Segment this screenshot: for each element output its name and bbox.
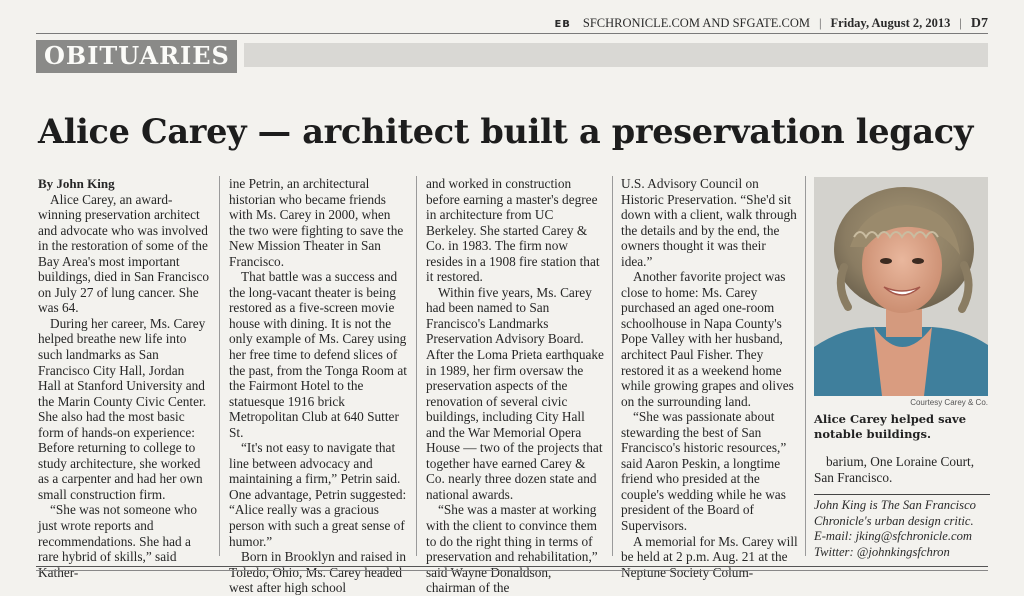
masthead-site: SFCHRONICLE.COM AND SFGATE.COM (582, 16, 811, 30)
article-column-5 (814, 454, 990, 485)
bottom-rule (36, 566, 988, 567)
article-column-2 (229, 176, 409, 596)
masthead-date: Friday, August 2, 2013 (830, 16, 951, 30)
portrait-photo (814, 177, 988, 396)
masthead (554, 16, 988, 32)
paragraph: “It's not easy to navigate that line between advocacy and maintaining a firm,” Petrin said. One advantage, Petrin suggested: “Alice really was a gracious person with such a great sense of humor.” (229, 440, 407, 549)
column-divider (416, 176, 417, 556)
author-tagline (814, 494, 990, 560)
paragraph: “She was not someone who just wrote reports and recommendations. She had a rare hybrid of skills,” said Kather- (38, 502, 197, 580)
paragraph: Within five years, Ms. Carey had been named to San Francisco's Landmarks Preservation Advisory Board. After the Loma Prieta earthquake in 1989, her firm oversaw the preservation aspects of the renovation of several civic buildings, including City Hall and the War Memorial Opera House — two of the projects that together have earned Carey & Co. nearly three dozen state and national awards. (426, 284, 604, 502)
column-divider (805, 176, 806, 556)
article-column-1 (38, 176, 210, 580)
tagline-line: Chronicle's urban design critic. (814, 513, 974, 528)
masthead-separator: | (819, 16, 822, 30)
section-bar (244, 43, 988, 67)
paragraph: That battle was a success and the long-vacant theater is being restored as a five-screen movie house with dining. It is not the only example of Ms. Carey using her free time to defend slices of the past, from the Tonga Room at the Fairmont Hotel to the statuesque 1916 brick Metropolitan Club at 640 Sutter St. (229, 269, 407, 440)
tagline-line: Twitter: @johnkingsfchron (814, 544, 950, 559)
article-column-3 (426, 176, 604, 596)
portrait-illustration (814, 177, 988, 396)
photo-caption: Alice Carey helped save notable buildings. (814, 412, 967, 441)
masthead-separator: | (959, 16, 962, 30)
paragraph: ine Petrin, an architectural historian who became friends with Ms. Carey in 2000, when the two were fighting to save the New Mission Theater in San Francisco. (229, 176, 404, 269)
section-label: OBITUARIES (36, 40, 237, 73)
tagline-line: John King is The San Francisco (814, 498, 976, 512)
top-rule (36, 33, 988, 34)
column-divider (219, 176, 220, 556)
paragraph: Another favorite project was close to home: Ms. Carey purchased an aged one-room schoolhouse in Napa County's Pope Valley with her husband, architect Paul Fisher. They restored it as a weekend home while growing grapes and olives on the surrounding land. (621, 269, 794, 409)
masthead-logo: EB (554, 19, 571, 30)
paragraph: Alice Carey, an award-winning preservation architect and advocate who was involved in the restoration of some of the Bay Area's most important buildings, died in San Francisco on July 27 of lung cancer. She was 64. (38, 191, 209, 316)
paragraph: A memorial for Ms. Carey will be held at 2 p.m. Aug. 21 at the Neptune Society Colum- (621, 533, 798, 580)
column-divider (612, 176, 613, 556)
photo-credit: Courtesy Carey & Co. (910, 398, 988, 407)
paragraph: and worked in construction before earning a master's degree in architecture from UC Berkeley. She started Carey & Co. in 1983. The firm now resides in a 1908 fire station that it restored. (426, 176, 600, 285)
article-column-4 (621, 176, 799, 580)
page-number: D7 (970, 16, 988, 31)
headline: Alice Carey — architect built a preservation legacy (38, 112, 974, 151)
byline: By John King (38, 176, 115, 191)
paragraph: barium, One Loraine Court, San Francisco. (814, 454, 975, 485)
paragraph: “She was passionate about stewarding the best of San Francisco's historic resources,” said Aaron Peskin, a longtime friend who presided at the couple's wedding while he was president of the Board of Supervisors. (621, 409, 787, 534)
paragraph: Born in Brooklyn and raised in Toledo, Ohio, Ms. Carey headed west after high school (229, 549, 407, 596)
paragraph: “She was a master at working with the client to convince them to do the right thing in terms of preservation and rehabilitation,” said Wayne Donaldson, chairman of the (426, 502, 598, 596)
paragraph: During her career, Ms. Carey helped breathe new life into such landmarks as San Francisco City Hall, Jordan Hall at Stanford University and the Marin County Civic Center. She also had the most basic form of hands-on experience: Before returning to college to study architecture, she worked as a carpenter and had her own small construction firm. (38, 315, 207, 502)
paragraph: U.S. Advisory Council on Historic Preservation. “She'd sit down with a client, walk through the details and by the end, the owners thought it was their idea.” (621, 176, 797, 269)
tagline-line: E-mail: jking@sfchronicle.com (814, 529, 973, 543)
bottom-rule (36, 570, 988, 571)
